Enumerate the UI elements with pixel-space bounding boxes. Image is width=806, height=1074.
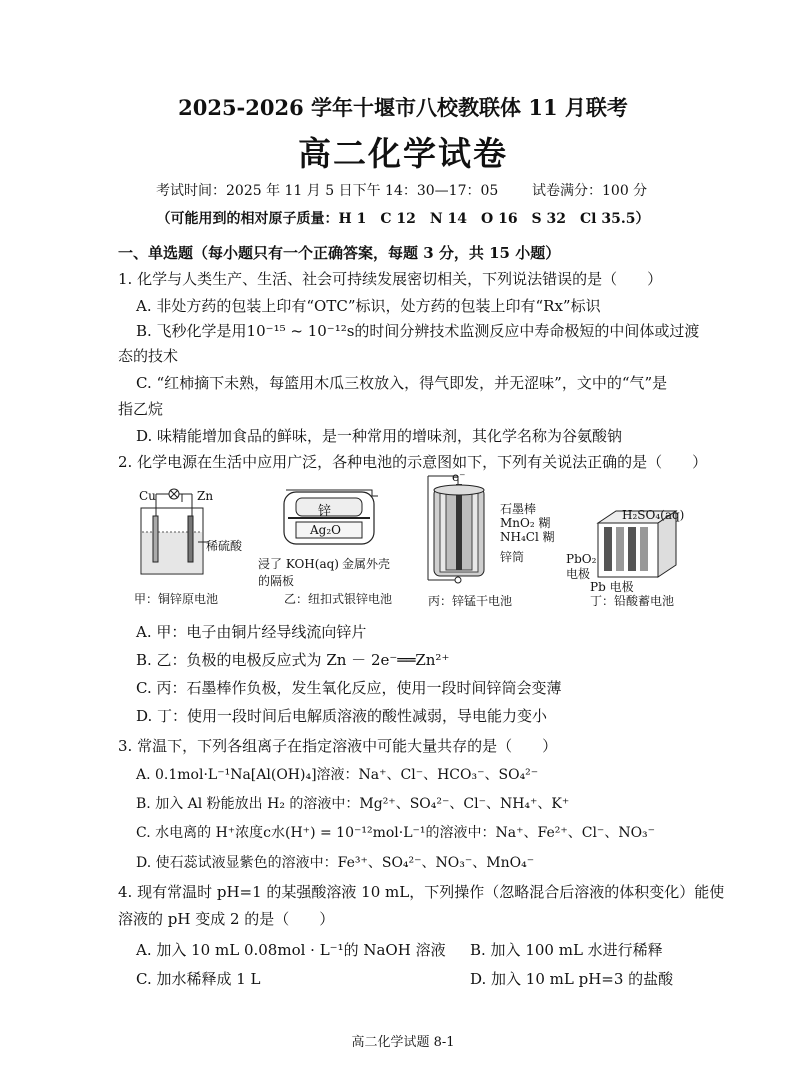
fig-yi-shell-label: 金属外壳 [342, 557, 391, 571]
q3-option-b: B. 加入 Al 粉能放出 H₂ 的溶液中：Mg²⁺、SO₄²⁻、Cl⁻、NH₄⁺、K⁺ [136, 796, 570, 812]
q4-option-d: D. 加入 10 mL pH=3 的盐酸 [470, 970, 674, 988]
full-score: 试卷满分：100 分 [532, 183, 648, 199]
q1-option-a: A. 非处方药的包装上印有“OTC”标识，处方药的包装上印有“Rx”标识 [136, 297, 601, 315]
exam-subtitle: 高二化学试卷 [298, 134, 508, 173]
fig-ding-electrode-label: 电极 [566, 567, 591, 581]
q2-option-b: B. 乙：负极的电极反应式为 Zn － 2e⁻══Zn²⁺ [136, 651, 450, 669]
fig-yi-zinc-label: 锌 [318, 504, 332, 519]
q3-option-d: D. 使石蕊试液显紫色的溶液中：Fe³⁺、SO₄²⁻、NO₃⁻、MnO₄⁻ [136, 855, 535, 871]
q1-stem: 1. 化学与人类生产、生活、社会可持续发展密切相关，下列说法错误的是（ ） [118, 270, 663, 288]
q4-option-b: B. 加入 100 mL 水进行稀释 [470, 941, 663, 959]
q2-option-d: D. 丁：使用一段时间后电解质溶液的酸性减弱，导电能力变小 [136, 707, 548, 725]
fig-jia-caption: 甲：铜锌原电池 [134, 592, 219, 606]
fig-bing-graphite-label: 石墨棒 [500, 502, 537, 516]
q1-option-c-line2: 指乙烷 [118, 400, 164, 418]
fig-bing-zinc-can-label: 锌筒 [500, 550, 525, 564]
q2-option-a: A. 甲：电子由铜片经导线流向锌片 [136, 623, 367, 641]
fig-jia-zn-label: Zn [197, 489, 214, 503]
fig-yi-caption: 乙：纽扣式银锌电池 [284, 592, 393, 606]
q4-option-c: C. 加水稀释成 1 L [136, 970, 261, 988]
q4-stem-line1: 4. 现有常温时 pH=1 的某强酸溶液 10 mL，下列操作（忽略混合后溶液的体积变化）能使 [118, 883, 725, 901]
fig-jia-cu-label: Cu [139, 489, 156, 503]
exam-title: 2025-2026 学年十堰市八校教联体 11 月联考 [178, 95, 628, 120]
q3-option-c: C. 水电离的 H⁺浓度c水(H⁺) = 10⁻¹²mol·L⁻¹的溶液中：Na⁺、Fe²⁺、Cl⁻、NO₃⁻ [136, 825, 656, 841]
atomic-masses: （可能用到的相对原子质量：H 1 C 12 N 14 O 16 S 32 Cl 35.5） [156, 211, 650, 227]
fig-bing-nh4cl-label: NH₄Cl 糊 [500, 530, 555, 544]
q1-option-c-line1: C. “红柿摘下未熟，每篮用木瓜三枚放入，得气即发，并无涩味”，文中的“气”是 [136, 374, 668, 392]
fig-ding-h2so4-label: H₂SO₄(aq) [622, 508, 685, 522]
section-title: 一、单选题（每小题只有一个正确答案，每题 3 分，共 15 小题） [118, 244, 561, 262]
q4-stem-line2: 溶液的 pH 变成 2 的是（ ） [118, 910, 335, 928]
fig-jia-acid-label: 稀硫酸 [206, 539, 243, 553]
q3-stem: 3. 常温下，下列各组离子在指定溶液中可能大量共存的是（ ） [118, 737, 558, 755]
q4-option-a: A. 加入 10 mL 0.08mol · L⁻¹的 NaOH 溶液 [136, 941, 446, 959]
fig-yi-separator-line1: 浸了 KOH(aq) [258, 557, 339, 571]
q3-option-a: A. 0.1mol·L⁻¹Na[Al(OH)₄]溶液：Na⁺、Cl⁻、HCO₃⁻、SO₄²⁻ [136, 767, 539, 783]
fig-yi-separator-line2: 的隔板 [258, 574, 295, 588]
fig-bing-e-label: e⁻ [452, 470, 466, 484]
q2-option-c: C. 丙：石墨棒作负极，发生氧化反应，使用一段时间锌筒会变薄 [136, 679, 562, 697]
fig-bing-mno2-label: MnO₂ 糊 [500, 516, 551, 530]
fig-ding-caption: 丁：铅酸蓄电池 [590, 594, 675, 608]
figure-dry-cell [420, 470, 500, 590]
fig-ding-pb-label: Pb 电极 [590, 580, 634, 594]
q1-option-b-line1: B. 飞秒化学是用10⁻¹⁵ ~ 10⁻¹²s的时间分辨技术监测反应中寿命极短的中间体或过渡 [136, 322, 700, 340]
page-footer: 高二化学试题 8-1 [351, 1035, 455, 1050]
q1-option-d: D. 味精能增加食品的鲜味，是一种常用的增味剂，其化学名称为谷氨酸钠 [136, 427, 623, 445]
fig-bing-caption: 丙：锌锰干电池 [428, 594, 513, 608]
fig-ding-pbo2-label: PbO₂ [566, 552, 597, 566]
exam-time: 考试时间：2025 年 11 月 5 日下午 14：30—17：05 [156, 183, 499, 199]
fig-yi-ag2o-label: Ag₂O [310, 523, 341, 537]
q2-stem: 2. 化学电源在生活中应用广泛，各种电池的示意图如下，下列有关说法正确的是（ ） [118, 453, 708, 471]
q1-option-b-line2: 态的技术 [118, 347, 179, 365]
